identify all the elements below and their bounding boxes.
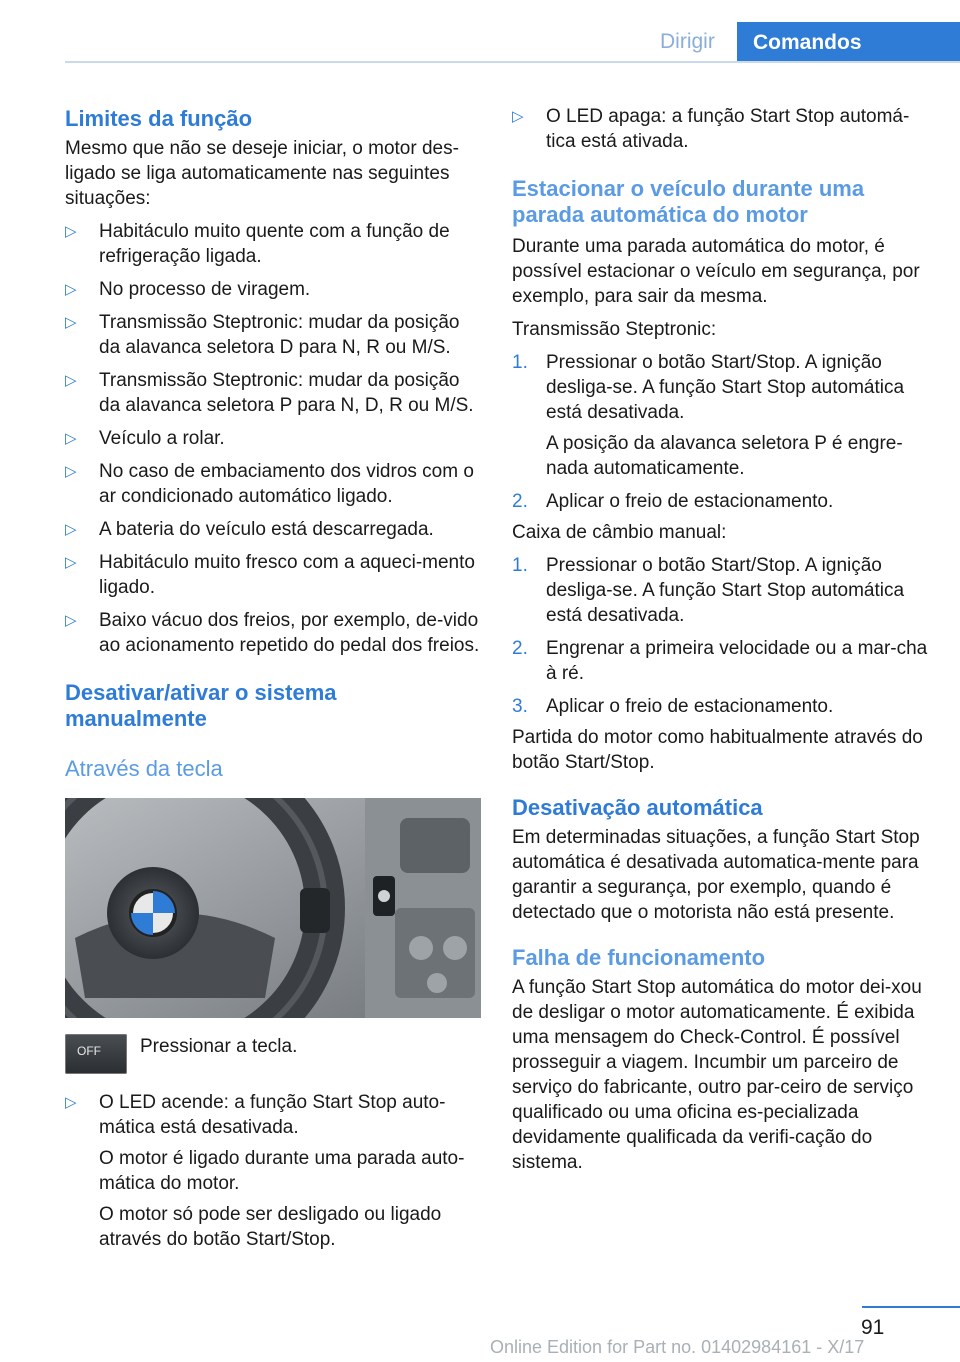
steptronic-label: Transmissão Steptronic: xyxy=(512,319,717,340)
bullet-triangle-icon: ▷ xyxy=(65,612,77,629)
step-note: A posição da alavanca seletora P é engre‐nada automaticamente. xyxy=(546,433,903,479)
parking-heading: Estacionar o veículo durante uma parada automática do motor xyxy=(512,176,865,227)
limits-item: ▷ Baixo vácuo dos freios, por exemplo, de‐vido ao acionamento repetido do pedal dos freios. xyxy=(65,610,480,656)
header-section: Dirigir xyxy=(660,30,715,53)
steering-wheel-photo xyxy=(65,798,481,1018)
auto-heading: Desativação automática xyxy=(512,795,763,820)
step-number: 2. xyxy=(512,491,528,512)
bullet-triangle-icon: ▷ xyxy=(65,1094,77,1111)
limits-item: ▷ No processo de viragem. xyxy=(65,279,311,300)
led-on-paragraph-1: O motor é ligado durante uma parada auto‐mática do motor. xyxy=(99,1148,465,1194)
key-heading: Através da tecla xyxy=(65,756,223,781)
button-caption: Pressionar a tecla. xyxy=(140,1036,298,1057)
steptronic-steps xyxy=(512,350,928,514)
limits-intro: Mesmo que não se deseje iniciar, o motor des‐ligado se liga automaticamente nas seguintes situações: xyxy=(65,138,459,209)
bullet-triangle-icon: ▷ xyxy=(65,521,77,538)
page-header xyxy=(0,0,960,62)
limits-item: ▷ Transmissão Steptronic: mudar da posição da alavanca seletora D para N, R ou M/S. xyxy=(65,312,460,358)
limits-item: ▷ Habitáculo muito quente com a função de refrigeração ligada. xyxy=(65,221,450,267)
bullet-triangle-icon: ▷ xyxy=(65,372,77,389)
bullet-triangle-icon: ▷ xyxy=(65,463,77,480)
auto-start-stop-button-icon xyxy=(65,1034,127,1074)
bullet-triangle-icon: ▷ xyxy=(65,281,77,298)
step-number: 1. xyxy=(512,352,528,373)
bullet-triangle-icon: ▷ xyxy=(512,108,524,125)
manual-label: Caixa de câmbio manual: xyxy=(512,522,727,543)
limits-heading: Limites da função xyxy=(65,106,253,131)
bullet-triangle-icon: ▷ xyxy=(65,314,77,331)
led-off-list xyxy=(512,104,928,154)
list-item: ▷ O LED apaga: a função Start Stop automá‐tica está ativada. xyxy=(512,106,910,152)
header-rule xyxy=(65,61,960,63)
parking-intro: Durante uma parada automática do motor, é possível estacionar o veículo em segurança, por exemplo, para sair da mesma. xyxy=(512,236,920,307)
numbered-step: 2. Aplicar o freio de estacionamento. xyxy=(512,491,834,512)
fault-text: A função Start Stop automática do motor dei‐xou de desligar o motor automaticamente. É exibida uma mensagem do Check-Control. É possível prosseguir a viagem. Incumbir um parceiro de serviço do fabricante, outro par‐ceiro de serviço qualificado ou uma oficina es‐pecializada devidamente qualificada da verifi‐cação do sistema. xyxy=(512,977,922,1173)
manual-steps xyxy=(512,553,928,719)
bullet-triangle-icon: ▷ xyxy=(65,554,77,571)
numbered-step: 1. Pressionar o botão Start/Stop. A ignição desliga-se. A função Start Stop automática está desativada. xyxy=(512,555,905,626)
step-number: 2. xyxy=(512,638,528,659)
list-item: ▷ O LED acende: a função Start Stop auto‐mática está desativada. xyxy=(65,1092,446,1138)
led-on-list xyxy=(65,1090,481,1140)
step-number: 3. xyxy=(512,696,528,717)
page-number: 91 xyxy=(861,1316,885,1339)
fault-heading: Falha de funcionamento xyxy=(512,945,766,970)
limits-item: ▷ A bateria do veículo está descarregada. xyxy=(65,519,434,540)
numbered-step: 3. Aplicar o freio de estacionamento. xyxy=(512,696,834,717)
bullet-triangle-icon: ▷ xyxy=(65,430,77,447)
bullet-triangle-icon: ▷ xyxy=(65,223,77,240)
led-on-paragraph-2: O motor só pode ser desligado ou ligado através do botão Start/Stop. xyxy=(99,1204,442,1250)
restart-text: Partida do motor como habitualmente através do botão Start/Stop. xyxy=(512,727,923,773)
footer-rule xyxy=(862,1306,960,1308)
numbered-step: 1. Pressionar o botão Start/Stop. A ignição desliga-se. A função Start Stop automática está desativada. A posição da alavanca seletora P é engre‐nada automaticamente. xyxy=(512,350,928,481)
button-label: OFF xyxy=(77,1044,101,1058)
steering-wheel-illustration xyxy=(65,798,481,1018)
manual-heading: Desativar/ativar o sistema manualmente xyxy=(65,680,337,731)
right-column xyxy=(512,100,928,1175)
limits-item: ▷ Transmissão Steptronic: mudar da posição da alavanca seletora P para N, D, R ou M/S. xyxy=(65,370,474,416)
step-number: 1. xyxy=(512,555,528,576)
limits-list xyxy=(65,219,481,658)
button-row xyxy=(65,1034,481,1080)
auto-text: Em determinadas situações, a função Start Stop automática é desativada automatica‐mente para garantir a segurança, por exemplo, quando é detectado que o motorista não está presente. xyxy=(512,827,920,923)
limits-item: ▷ Veículo a rolar. xyxy=(65,428,225,449)
limits-item: ▷ Habitáculo muito fresco com a aqueci‐mento ligado. xyxy=(65,552,475,598)
limits-item: ▷ No caso de embaciamento dos vidros com o ar condicionado automático ligado. xyxy=(65,461,474,507)
header-tab: Comandos xyxy=(737,22,960,62)
left-column xyxy=(65,100,481,1252)
edition-footer: Online Edition for Part no. 01402984161 - X/17 xyxy=(490,1337,865,1357)
numbered-step: 2. Engrenar a primeira velocidade ou a mar‐cha à ré. xyxy=(512,638,928,684)
